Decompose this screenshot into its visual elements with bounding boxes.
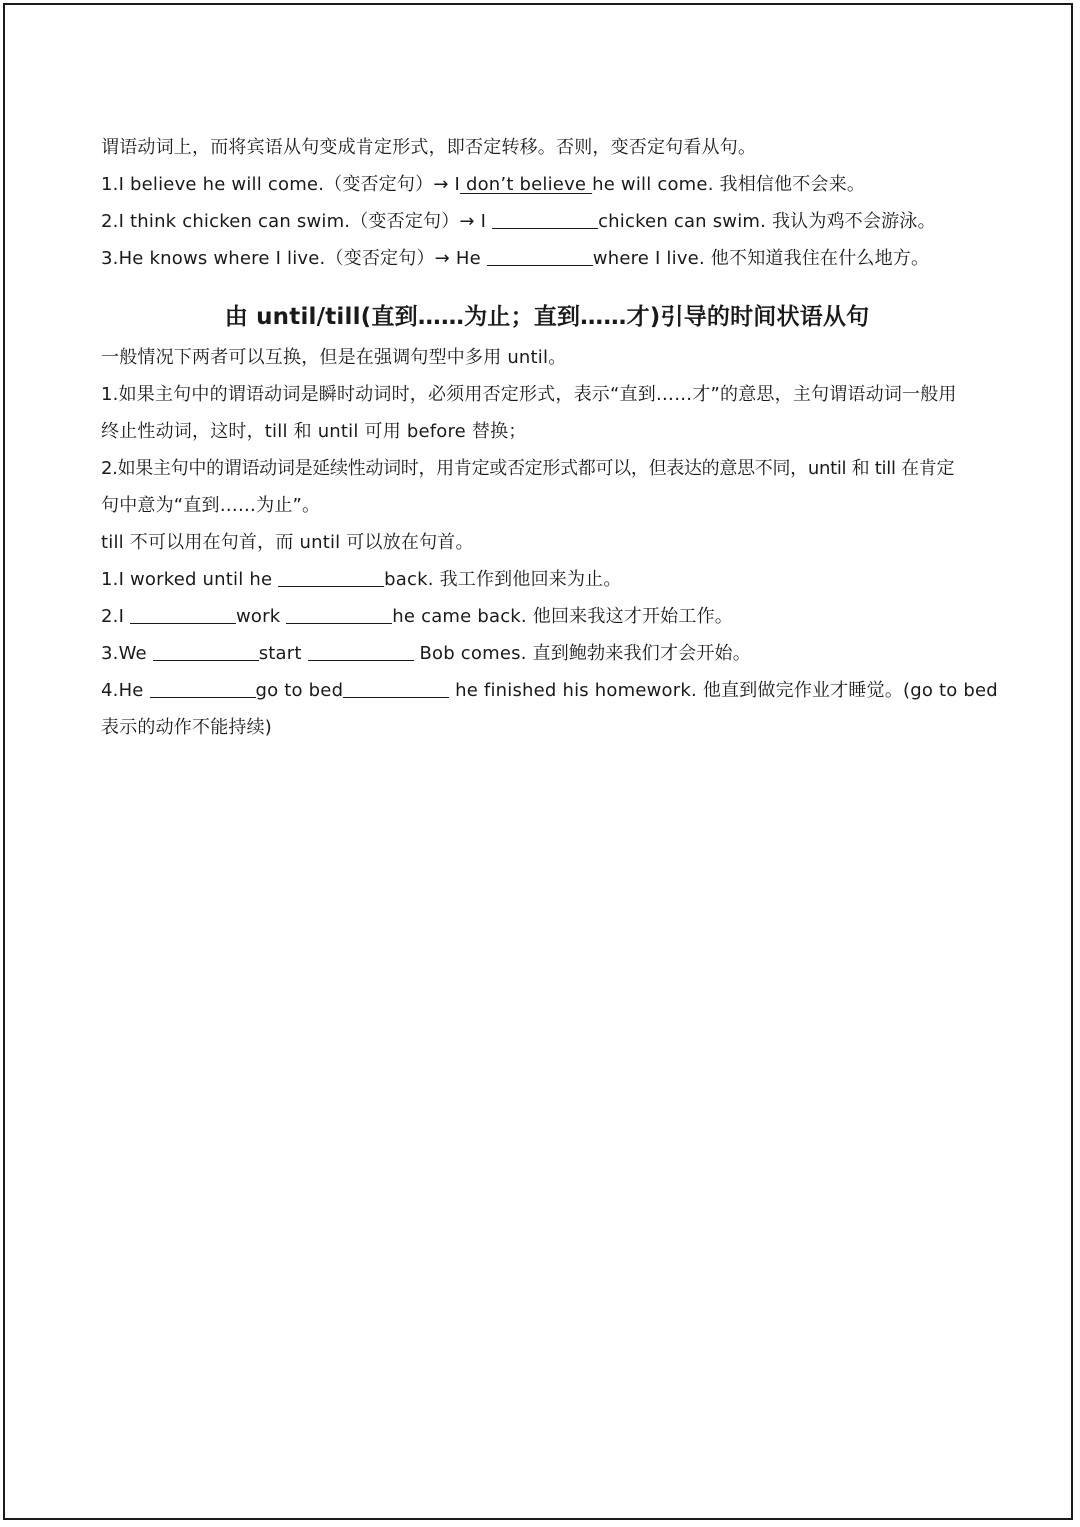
rule-1-line-2: 终止性动词，这时，till 和 until 可用 before 替换； xyxy=(101,421,527,442)
answer-blank[interactable] xyxy=(278,566,384,587)
rule-1-line-1: 1.如果主句中的谓语动词是瞬时动词时，必须用否定形式，表示“直到……才”的意思，主句谓语动词一般用 xyxy=(101,384,957,405)
exercise-2-prompt: 2.I xyxy=(101,606,131,627)
till-note: till 不可以用在句首，而 until 可以放在句首。 xyxy=(101,532,474,553)
section-heading: 由 until/till(直到……为止；直到……才)引导的时间状语从句 xyxy=(224,304,870,330)
exercise-1-tail: back. 我工作到他回来为止。 xyxy=(384,569,622,590)
example-2-prompt: 2.I think chicken can swim.（变否定句）→ I xyxy=(101,211,493,232)
exercise-4-prompt: 4.He xyxy=(101,680,150,701)
answer-blank[interactable] xyxy=(130,603,236,624)
exercise-3 xyxy=(101,635,993,672)
answer-blank[interactable] xyxy=(150,677,256,698)
answer-blank[interactable] xyxy=(286,603,392,624)
example-2 xyxy=(101,203,993,240)
exercise-4-continued: 表示的动作不能持续) xyxy=(101,717,273,738)
answer-blank[interactable] xyxy=(492,208,598,229)
example-3-prompt: 3.He knows where I live.（变否定句）→ He xyxy=(101,248,487,269)
exercise-2-mid: work xyxy=(236,606,287,627)
exercise-2 xyxy=(101,598,993,635)
rule-2-line-2: 句中意为“直到……为止”。 xyxy=(101,495,321,516)
example-3-tail: where I live. 他不知道我住在什么地方。 xyxy=(592,248,930,269)
example-2-tail: chicken can swim. 我认为鸡不会游泳。 xyxy=(598,211,936,232)
exercise-1 xyxy=(101,561,993,598)
exercise-3-mid: start xyxy=(258,643,308,664)
document-page xyxy=(3,3,1073,1520)
section-intro: 一般情况下两者可以互换，但是在强调句型中多用 until。 xyxy=(101,347,567,368)
exercise-4 xyxy=(101,672,998,709)
exercise-2-tail: he came back. 他回来我这才开始工作。 xyxy=(392,606,733,627)
example-1-prompt: 1.I believe he will come.（变否定句）→ I xyxy=(101,174,461,195)
exercise-1-prompt: 1.I worked until he xyxy=(101,569,279,590)
rule-2-line-1: 2.如果主句中的谓语动词是延续性动词时，用肯定或否定形式都可以，但表达的意思不同，until 和 till 在肯定 xyxy=(101,458,955,479)
example-1-answer: don’t believe xyxy=(460,174,593,195)
answer-blank[interactable] xyxy=(153,640,259,661)
answer-blank[interactable] xyxy=(487,245,593,266)
exercise-3-prompt: 3.We xyxy=(101,643,153,664)
answer-blank[interactable] xyxy=(308,640,414,661)
example-1 xyxy=(101,166,993,203)
document-content xyxy=(101,129,998,746)
exercise-4-tail: he finished his homework. 他直到做完作业才睡觉。(go to bed xyxy=(449,680,998,701)
exercise-4-mid: go to bed xyxy=(255,680,344,701)
exercise-3-tail: Bob comes. 直到鲍勃来我们才会开始。 xyxy=(413,643,751,664)
example-1-tail: he will come. 我相信他不会来。 xyxy=(592,174,866,195)
answer-blank[interactable] xyxy=(343,677,449,698)
example-3 xyxy=(101,240,993,277)
intro-line: 谓语动词上，而将宾语从句变成肯定形式，即否定转移。否则，变否定句看从句。 xyxy=(101,137,757,158)
